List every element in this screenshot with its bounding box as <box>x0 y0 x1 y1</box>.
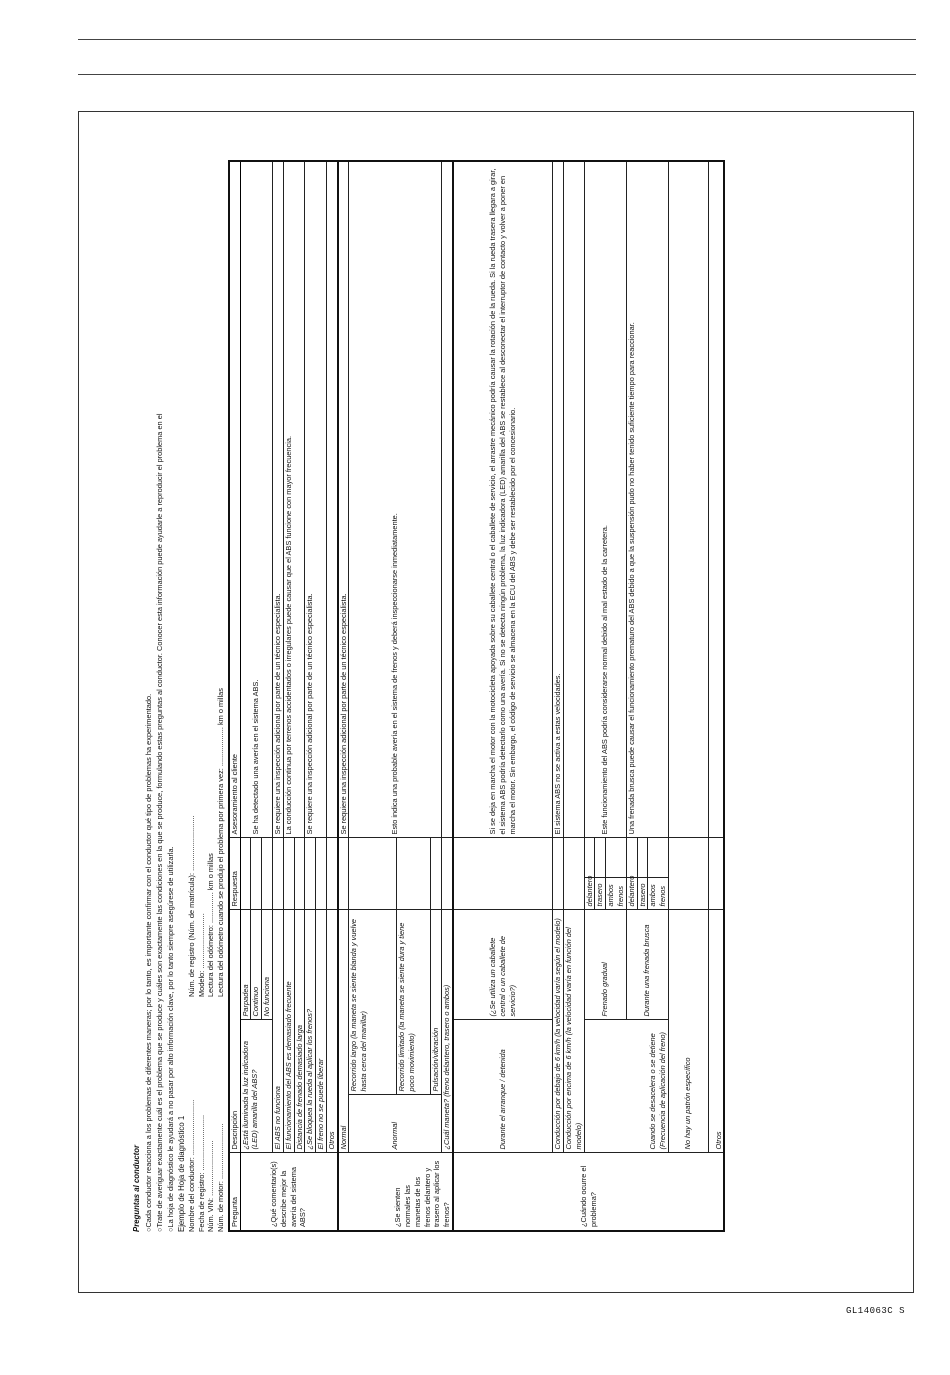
q3-gradual-delantero: delantero <box>584 878 595 910</box>
table-row <box>272 161 283 1231</box>
answer-cell[interactable] <box>294 838 305 910</box>
table-row <box>553 161 564 1231</box>
answer-cell[interactable] <box>453 838 553 910</box>
q1-nofunciona: No funciona <box>262 910 273 1020</box>
q3-brusca-ambos: ambos frenos <box>648 878 669 910</box>
q1-distancia: Distancia de frenado demasiado larga <box>294 910 305 1153</box>
header-question: Pregunta <box>229 1153 240 1231</box>
table-row <box>708 161 724 1231</box>
q3-patron-advice <box>668 161 708 838</box>
header-answer: Respuesta <box>229 838 240 910</box>
q3-brusca-delantero: delantero <box>626 878 637 910</box>
rotated-content <box>132 152 882 1232</box>
q1-parpadea: Parpadea <box>240 910 251 1020</box>
q1-frecuente-advice: La conducción continua por terrenos accidentados o irregulares puede causar que el ABS funcione con mayor frecuencia. <box>283 161 305 838</box>
intro-bullet-2: ○Trate de averiguar exactamente cuál es el problema que se produce y cuáles son exactamente las condiciones en la que se produce, formulando estas preguntas al conductor. Conocer esta información puede ayudarle a reproducir el problema en el <box>155 413 165 1232</box>
answer-cell[interactable] <box>283 838 294 910</box>
q1-bloquea: ¿Se bloquea la rueda al aplicar los frenos? <box>305 910 316 1153</box>
q3-gradual: Frenado gradual <box>584 910 626 1020</box>
intro-bullet-1: ○Cada conductor reacciona a los problemas de diferentes maneras; por lo tanto, es importante confirmar con el conductor qué tipo de problemas ha experimentado. <box>144 693 154 1232</box>
q3-brusca-advice: Una frenada brusca puede causar el funcionamiento prematuro del ABS debido a que la suspensión pudo no haber tenido suficiente tiempo para reaccionar. <box>626 161 668 838</box>
q1-frecuente: El funcionamiento del ABS es demasiado frecuente <box>283 910 294 1153</box>
q1-nofunc-advice: Se requiere una inspección adicional por parte de un técnico especialista. <box>272 161 283 838</box>
q1-otros: Otros <box>326 910 337 1153</box>
q2-cual-advice <box>442 161 453 838</box>
answer-cell[interactable] <box>262 838 273 910</box>
answer-cell[interactable] <box>606 838 627 878</box>
field-plate-number: Núm. de registro (Núm. de matrícula): ........................... <box>186 815 196 997</box>
table-row <box>326 161 337 1231</box>
q2-pulsacion: Pulsación/vibración <box>431 910 442 1095</box>
answer-cell[interactable] <box>305 838 316 910</box>
q3-question: ¿Cuándo ocurre el problema? <box>453 1153 724 1231</box>
answer-cell[interactable] <box>637 838 648 878</box>
q1-led-question: ¿Está iluminada la luz indicadora (LED) amarilla del ABS? <box>240 1020 272 1153</box>
table-row <box>668 161 708 1231</box>
field-driver-name: Nombre del conductor: ........................... <box>186 1099 196 1232</box>
answer-cell[interactable] <box>564 838 585 910</box>
q3-gradual-trasero: trasero <box>595 878 606 910</box>
top-rule-2 <box>78 74 916 75</box>
table-row <box>305 161 316 1231</box>
q2-anormal-advice: Esto indica una probable avería en el sistema de frenos y deberá inspeccionarse inmediatamente. <box>349 161 442 838</box>
q3-arranque-advice: Si se deja en marcha el motor con la motocicleta apoyada sobre su caballete central o el caballete de servicio, el arrastre mecánico podría causar la rotación de la rueda. Si la rueda trasera llegara a girar, el sistema ABS podría detectarlo como una avería. Si no se detecta ningún problema, la luz indicadora (LED) amarilla del ABS se restablece al desconectar el interruptor de contacto y volver a poner en marcha el motor. Sin embargo, el código de servicio se almacena en la ECU del ABS y debe ser restablecido por el concesionario. <box>453 161 553 838</box>
q3-caballete: (¿Se utiliza un caballete central o un caballete de servicio?) <box>453 910 553 1020</box>
q3-encima-advice <box>564 161 585 838</box>
q1-continuo: Continuo <box>251 910 262 1020</box>
answer-cell[interactable] <box>272 838 283 910</box>
answer-cell[interactable] <box>708 838 724 910</box>
table-row <box>283 161 294 1231</box>
answer-cell[interactable] <box>251 838 262 910</box>
q1-bloquea-advice: Se requiere una inspección adicional por parte de un técnico especialista. <box>305 161 327 838</box>
answer-cell[interactable] <box>431 838 442 910</box>
field-engine-number: Núm. de motor: ........................... <box>216 1123 226 1232</box>
table-row <box>564 161 585 1231</box>
answer-cell[interactable] <box>595 838 606 878</box>
answer-cell[interactable] <box>338 838 349 910</box>
intro-heading: Preguntas al conductor <box>132 1144 141 1232</box>
q3-brusca: Durante una frenada brusca <box>626 910 668 1020</box>
table-row <box>349 161 397 1231</box>
q3-desacelera: Cuando se desacelera o se detiene (Frecuencia de aplicación del freno) <box>584 1020 668 1153</box>
q1-otros-advice <box>326 161 337 838</box>
field-vin: Núm. VIN: ........................... <box>206 1140 216 1232</box>
q3-debajo: Conducción por debajo de 6 km/h (la velocidad varía según el modelo) <box>553 910 564 1153</box>
q1-liberar: El freno no se puede liberar <box>316 910 327 1153</box>
table-row <box>338 161 349 1231</box>
field-model: Modelo: ........................... <box>196 913 206 997</box>
answer-cell[interactable] <box>326 838 337 910</box>
q3-encima: Conducción por encima de 6 km/h (la velocidad varía en función del modelo) <box>564 910 585 1153</box>
field-odometer-first-problem: Lectura del odómetro cuando se produjo el problema por primera vez: ................... km o millas <box>216 688 226 997</box>
header-advice: Asesoramiento al cliente <box>229 161 240 838</box>
table-row <box>240 161 251 1231</box>
table-header-row <box>229 161 240 1231</box>
field-odometer: Lectura del odómetro: ............... km o millas <box>206 853 216 997</box>
intro-section <box>132 152 187 1232</box>
q1-led-advice: Se ha detectado una avería en el sistema ABS. <box>240 161 272 838</box>
answer-cell[interactable] <box>397 838 431 910</box>
table-row <box>453 161 553 1231</box>
header-description: Descripción <box>229 910 240 1153</box>
q3-arranque: Durante el arranque / detenida <box>453 1020 553 1153</box>
q2-question: ¿Se sienten normales las manetas de los frenos delantero y trasero al aplicar los frenos? <box>338 1153 453 1231</box>
answer-cell[interactable] <box>553 838 564 910</box>
q3-debajo-advice: El sistema ABS no se activa a estas velocidades. <box>553 161 564 838</box>
top-rule-1 <box>78 39 916 40</box>
answer-cell[interactable] <box>316 838 327 910</box>
q2-cual: ¿Cuál maneta? (freno delantero, trasero o ambos) <box>442 910 453 1153</box>
table-row <box>584 161 595 1231</box>
q3-patron: No hay un patrón específico <box>668 910 708 1153</box>
table-row <box>442 161 453 1231</box>
q3-gradual-advice: Este funcionamiento del ABS podría considerarse normal debido al mal estado de la carretera. <box>584 161 626 838</box>
driver-fields <box>187 152 226 1232</box>
example-title: Ejemplo de Hoja de diagnóstico 1 <box>176 1115 186 1232</box>
answer-cell[interactable] <box>668 838 708 910</box>
q3-brusca-trasero: trasero <box>637 878 648 910</box>
diagnosis-table <box>228 160 725 1232</box>
q2-limitado: Recorrido limitado (la maneta se siente dura y tiene poco movimiento) <box>397 910 431 1095</box>
q3-otros: Otros <box>708 910 724 1153</box>
q1-abs-nofunciona: El ABS no funciona <box>272 910 283 1153</box>
answer-cell[interactable] <box>442 838 453 910</box>
q3-otros-advice <box>708 161 724 838</box>
q2-largo: Recorrido largo (la maneta se siente blanda y vuelve hasta cerca del manillar) <box>349 910 397 1095</box>
q1-question: ¿Qué comentario(s) describe mejor la avería del sistema ABS? <box>240 1153 337 1231</box>
answer-cell[interactable] <box>626 838 637 878</box>
q2-normal: Normal <box>338 910 349 1153</box>
answer-cell[interactable] <box>349 838 397 910</box>
q2-normal-advice: Se requiere una inspección adicional por parte de un técnico especialista. <box>338 161 349 838</box>
answer-cell[interactable] <box>648 838 669 878</box>
q3-gradual-ambos: ambos frenos <box>606 878 627 910</box>
figure-code: GL14063C S <box>846 1306 906 1316</box>
q2-anormal: Anormal <box>349 1095 442 1153</box>
answer-cell[interactable] <box>240 838 251 910</box>
answer-cell[interactable] <box>584 838 595 878</box>
field-registration-date: Fecha de registro: ........................... <box>196 1114 206 1232</box>
intro-bullet-3: ○La hoja de diagnóstico le ayudará a no pasar por alto información clave, por lo tanto siempre asegúrese de utilizarla. <box>165 846 175 1232</box>
